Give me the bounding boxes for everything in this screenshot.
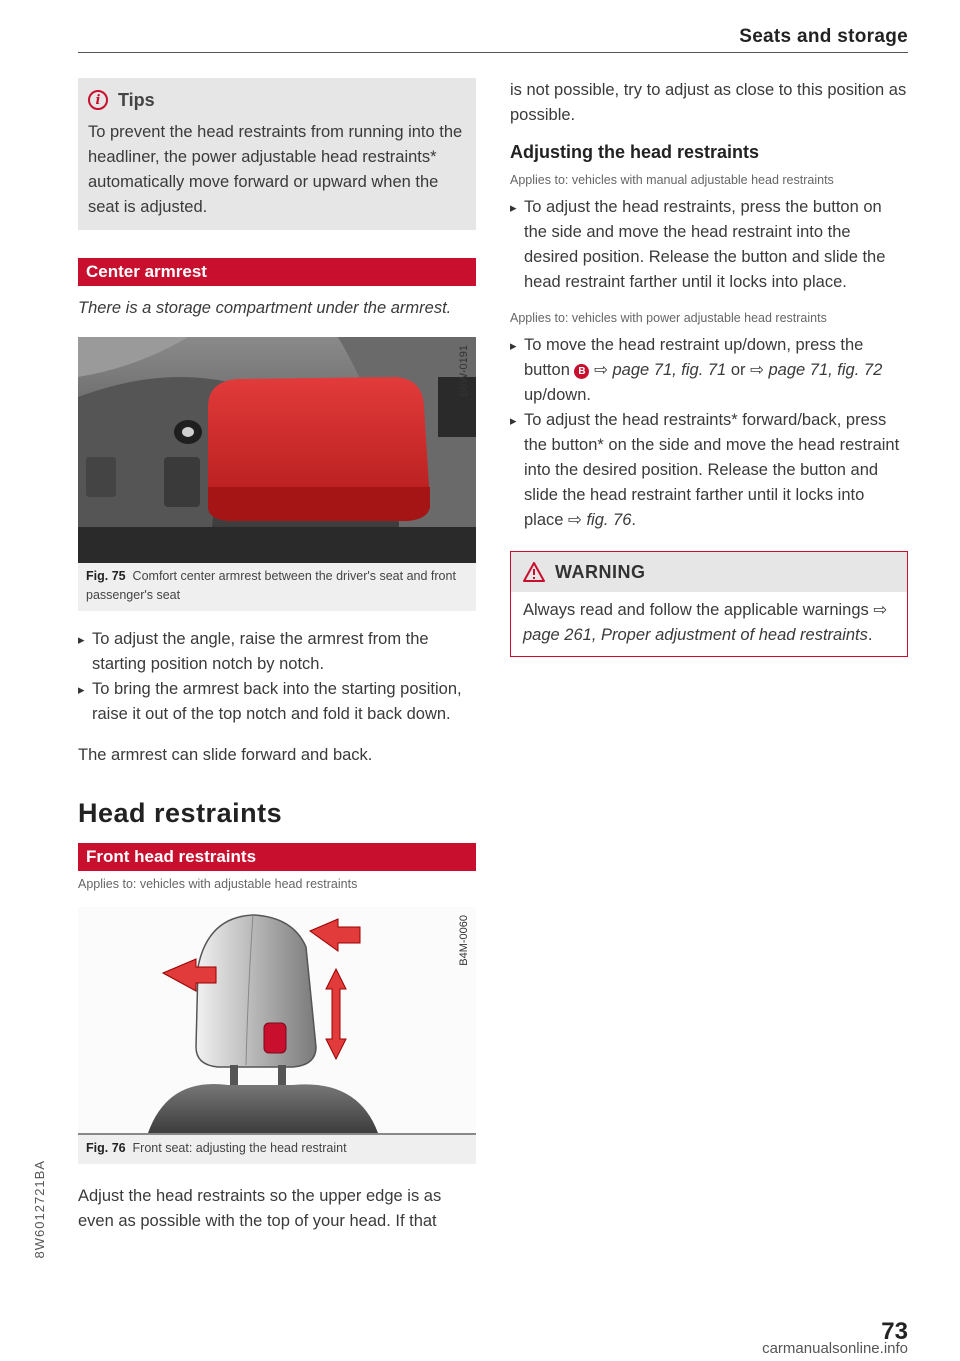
- tips-text: To prevent the head restraints from running into the headliner, the power adjustable head restraints* automatically move forward or upward when the seat is adjusted.: [88, 123, 463, 216]
- link-page-71-fig-72[interactable]: ⇨ page 71, fig. 72: [750, 361, 883, 379]
- front-head-restraints-heading: Front head restraints: [78, 843, 476, 871]
- warning-text-body: Always read and follow the applicable warnings: [523, 601, 874, 619]
- applies-manual: Applies to: vehicles with manual adjustable head restraints: [510, 173, 834, 187]
- head-restraint-continued: is not possible, try to adjust as close to this position as possible.: [510, 81, 907, 124]
- figure-75-code: B8W-0191: [458, 345, 470, 397]
- figure-75-label: Fig. 75: [86, 569, 126, 583]
- or-text: or: [726, 361, 751, 379]
- header-rule: [78, 52, 908, 53]
- applies-power: Applies to: vehicles with power adjustable head restraints: [510, 311, 827, 325]
- warning-text-tail: .: [867, 626, 873, 644]
- center-armrest-heading: Center armrest: [78, 258, 476, 286]
- adjusting-heading: Adjusting the head restraints: [510, 142, 760, 162]
- power-bullet-2: [510, 408, 908, 533]
- head-restraint-illustration: [78, 907, 476, 1133]
- watermark: carmanualsonline.info: [762, 1340, 908, 1357]
- armrest-note: The armrest can slide forward and back.: [78, 746, 373, 764]
- warning-header: [511, 552, 907, 592]
- link-page-71-fig-71[interactable]: ⇨ page 71, fig. 71: [594, 361, 727, 379]
- figure-76: [78, 907, 476, 1164]
- front-applies: Applies to: vehicles with adjustable head restraints: [78, 877, 358, 891]
- figure-76-caption: [78, 1135, 476, 1158]
- tips-title: Tips: [118, 89, 155, 110]
- tips-box: [78, 78, 476, 230]
- power-bullet-2-text: To adjust the head restraints* forward/back, press the button* on the side and move the head restraint into the desired position. Release the button and slide the head restraint farther until it locks into place: [524, 411, 900, 529]
- warning-triangle-icon: [523, 562, 545, 582]
- figure-75-caption: [78, 563, 476, 605]
- armrest-illustration: [78, 337, 476, 563]
- figure-75: [78, 337, 476, 611]
- warning-box: [510, 551, 908, 657]
- figure-76-caption-text: Front seat: adjusting the head restraint: [132, 1141, 347, 1155]
- power-bullet-2-tail: .: [631, 511, 636, 529]
- link-fig-76[interactable]: ⇨ fig. 76: [568, 511, 632, 529]
- tips-header: [88, 86, 466, 114]
- left-column: [78, 78, 476, 1234]
- head-restraints-heading: Head restraints: [78, 798, 283, 828]
- head-restraint-photo: [78, 907, 476, 1135]
- right-column: [510, 78, 908, 657]
- armrest-photo: [78, 337, 476, 563]
- info-icon: i: [88, 90, 108, 110]
- power-bullet-1-text: To move the head restraint up/down, press the button: [524, 336, 864, 379]
- armrest-bullet-2: ▸ To bring the armrest back into the starting position, raise it out of the top notch and fold it back down.: [78, 677, 476, 727]
- warning-title: WARNING: [555, 561, 646, 582]
- manual-bullet: ▸ To adjust the head restraints, press the button on the side and move the head restraint into the desired position. Release the button and slide the head restraint farther until it locks into place.: [510, 195, 908, 295]
- link-page-261[interactable]: ⇨ page 261, Proper adjustment of head restraints: [523, 601, 888, 644]
- power-bullet-1: [510, 333, 908, 408]
- center-armrest-lead: There is a storage compartment under the armrest.: [78, 299, 452, 317]
- button-b-marker: B: [574, 364, 589, 379]
- document-code: 8W6012721BA: [32, 1160, 47, 1259]
- figure-75-caption-text: Comfort center armrest between the driver's seat and front passenger's seat: [86, 569, 456, 602]
- armrest-bullet-1: ▸ To adjust the angle, raise the armrest from the starting position notch by notch.: [78, 627, 476, 677]
- page-number: 73: [881, 1318, 908, 1345]
- power-bullet-1-tail: up/down.: [524, 386, 591, 404]
- head-restraint-intro: Adjust the head restraints so the upper edge is as even as possible with the top of your head. If that: [78, 1187, 442, 1230]
- figure-76-code: B4M-0060: [458, 915, 470, 966]
- figure-76-label: Fig. 76: [86, 1141, 126, 1155]
- running-header: Seats and storage: [739, 26, 908, 47]
- warning-text: [511, 592, 907, 656]
